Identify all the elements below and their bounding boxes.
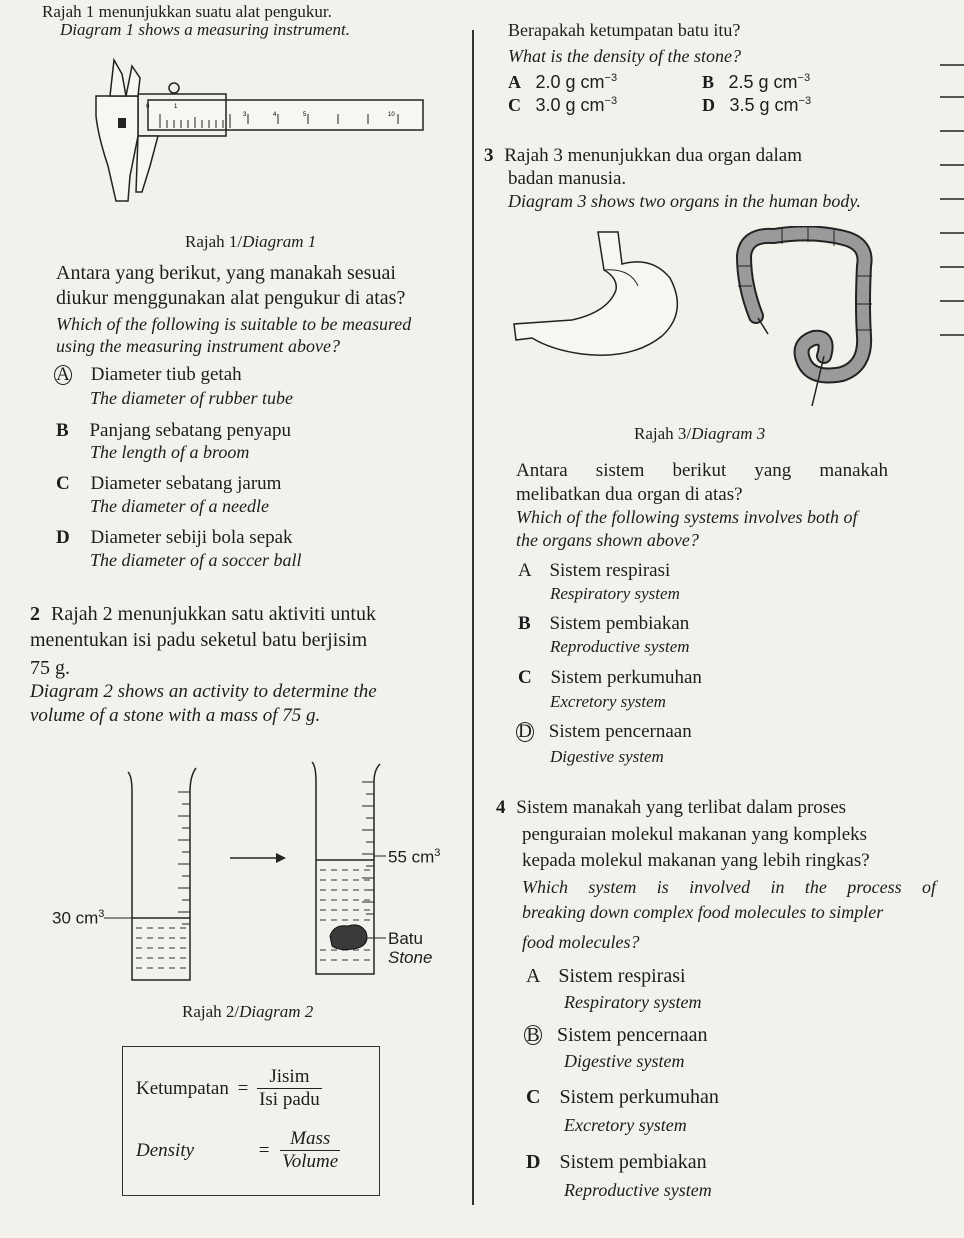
- option-text-ms: Diameter tiub getah: [90, 364, 242, 385]
- formula-numerator: Jisim: [257, 1066, 322, 1089]
- option-letter: D: [56, 527, 70, 548]
- large-intestine-fill: [744, 233, 865, 375]
- q3-number: 3: [484, 145, 494, 166]
- q3-question-en-line1: Which of the following systems involves both of: [516, 507, 858, 527]
- edge-mark: [940, 96, 964, 98]
- option-text-ms: Panjang sebatang penyapu: [89, 420, 291, 441]
- formula-lhs-ms: Ketumpatan: [136, 1077, 229, 1099]
- option-text-ms: Sistem pembiakan: [559, 1151, 707, 1173]
- formula-numerator: Mass: [280, 1128, 340, 1151]
- q2-right-question-en: What is the density of the stone?: [508, 46, 741, 66]
- q4-option-c-en: Excretory system: [564, 1115, 687, 1135]
- caliper-sliding-jaw: [136, 136, 158, 192]
- option-letter: B: [702, 72, 715, 92]
- q1-question-ms-line1: Antara yang berikut, yang manakah sesuai: [56, 262, 396, 284]
- q4-option-a-en: Respiratory system: [564, 992, 702, 1012]
- q1-question-ms-line2: diukur menggunakan alat pengukur di atas?: [56, 287, 406, 309]
- formula-equals: =: [237, 1077, 249, 1099]
- q1-option-a-en: The diameter of rubber tube: [90, 388, 293, 408]
- scale-number: 5: [303, 112, 307, 118]
- q4-option-d-en: Reproductive system: [564, 1180, 712, 1200]
- q3-question-ms-line2: melibatkan dua organ di atas?: [516, 484, 743, 505]
- q2-text-ms-line3: 75 g.: [30, 657, 70, 679]
- formula-fraction-en: [280, 1128, 340, 1173]
- scale-number: 0: [146, 104, 150, 110]
- q3-option-c-en: Excretory system: [550, 692, 666, 711]
- option-letter-circled: B: [524, 1025, 542, 1045]
- option-exponent: −3: [604, 72, 618, 84]
- option-letter: C: [56, 473, 70, 494]
- option-exponent: −3: [797, 72, 811, 84]
- formula-lhs-en: Density: [136, 1139, 195, 1161]
- volume-label: 55 cm: [388, 847, 435, 867]
- q1-option-d-en: The diameter of a soccer ball: [90, 550, 302, 570]
- edge-mark: [940, 130, 964, 132]
- edge-mark: [940, 164, 964, 166]
- option-letter: A: [518, 560, 531, 581]
- formula-denominator: Isi padu: [259, 1089, 320, 1110]
- q1-option-c[interactable]: [56, 473, 281, 495]
- scale-number: 10: [388, 112, 395, 118]
- caliper-fixed-jaw: [96, 96, 138, 201]
- organs-diagram: [512, 226, 892, 412]
- arrow-head-icon: [276, 853, 286, 863]
- caption-ms: Rajah 1/: [185, 232, 243, 251]
- q4-text-ms-line3: kepada molekul makanan yang lebih ringkas?: [522, 850, 870, 871]
- caliper-main-scale: [148, 100, 423, 130]
- q3-text-ms-line2: badan manusia.: [508, 168, 627, 189]
- edge-mark: [940, 266, 964, 268]
- q1-header-ms: Rajah 1 menunjukkan suatu alat pengukur.: [42, 2, 332, 21]
- caliper-inside-jaw: [126, 66, 140, 96]
- option-value: 2.5 g cm: [728, 72, 798, 92]
- scale-number: 1: [174, 104, 178, 110]
- caliper-inside-jaw: [110, 60, 126, 96]
- q3-text-en: Diagram 3 shows two organs in the human body.: [508, 191, 861, 211]
- scale-number: 4: [273, 112, 277, 118]
- option-text-ms: Sistem perkumuhan: [550, 667, 702, 688]
- formula-denominator: Volume: [282, 1151, 339, 1172]
- caption-ms: Rajah 2/: [182, 1002, 240, 1021]
- q2-option-d[interactable]: [702, 95, 811, 116]
- option-text-ms: Sistem respirasi: [549, 560, 671, 581]
- stone-shape: [330, 925, 367, 950]
- caliper-notch: [118, 118, 126, 128]
- q4-text: Sistem manakah yang terlibat dalam proses: [516, 797, 847, 818]
- q3-question-en-line2: the organs shown above?: [516, 530, 699, 550]
- option-text-ms: Sistem pencernaan: [557, 1024, 708, 1046]
- caption-ms: Rajah 3/: [634, 424, 692, 443]
- volume-label: 30 cm: [52, 908, 99, 928]
- q4-option-b-en: Digestive system: [564, 1051, 685, 1071]
- q3-question-ms-line1: Antara sistem berikut yang manakah: [516, 460, 888, 481]
- option-letter-circled: D: [516, 722, 534, 742]
- q2-diagram-caption: [182, 1002, 313, 1022]
- q4-text-en-line3: food molecules?: [522, 932, 640, 952]
- q1-option-c-en: The diameter of a needle: [90, 496, 269, 516]
- option-letter: A: [526, 965, 540, 987]
- q4-option-d[interactable]: [526, 1151, 707, 1174]
- q3-option-d[interactable]: [516, 721, 692, 743]
- q1-option-b-en: The length of a broom: [90, 442, 250, 462]
- option-text-ms: Sistem pembiakan: [549, 613, 690, 634]
- option-text-ms: Sistem respirasi: [558, 965, 686, 987]
- label-30cm3: 30 $cm^3$: [52, 908, 105, 928]
- option-value: 3.0 g cm: [535, 95, 605, 115]
- q2-option-b[interactable]: [702, 72, 810, 93]
- option-letter: A: [508, 72, 521, 92]
- caliper-screw: [169, 83, 179, 93]
- option-text-ms: Sistem pencernaan: [548, 721, 692, 742]
- edge-mark: [940, 300, 964, 302]
- q4-number: 4: [496, 797, 506, 818]
- formula-fraction-ms: [257, 1066, 322, 1111]
- option-letter: D: [526, 1151, 541, 1173]
- option-value: 3.5 g cm: [729, 95, 799, 115]
- option-exponent: −3: [604, 95, 618, 107]
- option-letter: D: [702, 95, 715, 115]
- q4-text-ms-line2: penguraian molekul makanan yang kompleks: [522, 824, 868, 845]
- q3-option-d-en: Digestive system: [550, 747, 664, 766]
- q3-text-ms-line1: [484, 145, 802, 167]
- q2-option-a[interactable]: [508, 72, 617, 93]
- q3-diagram-caption: [634, 424, 765, 444]
- q2-number: 2: [30, 603, 40, 625]
- caption-en: Diagram 3: [691, 424, 766, 443]
- label-batu: Batu: [388, 929, 423, 948]
- q2-text-en-line2: volume of a stone with a mass of 75 g.: [30, 705, 321, 726]
- option-text-ms: Sistem perkumuhan: [559, 1086, 719, 1108]
- option-letter: B: [518, 613, 531, 634]
- q3-option-b[interactable]: [518, 613, 689, 635]
- edge-mark: [940, 334, 964, 336]
- option-text-ms: Diameter sebatang jarum: [90, 473, 282, 494]
- formula-equals: =: [258, 1139, 270, 1161]
- edge-mark: [940, 232, 964, 234]
- q2-text-ms-line1: [30, 603, 376, 626]
- q1-diagram-caption: [185, 232, 316, 252]
- option-letter: C: [508, 95, 521, 115]
- scale-number: 3: [243, 112, 247, 118]
- caption-en: Diagram 1: [242, 232, 317, 251]
- q4-option-b[interactable]: [524, 1024, 708, 1047]
- vernier-caliper-diagram: [88, 56, 448, 206]
- q2-text: Rajah 2 menunjukkan satu aktiviti untuk: [51, 603, 376, 625]
- q2-option-c[interactable]: [508, 95, 617, 116]
- appendix-line: [758, 318, 768, 334]
- q3-option-b-en: Reproductive system: [550, 637, 690, 656]
- q1-option-b[interactable]: [56, 420, 291, 442]
- q1-option-d[interactable]: [56, 527, 293, 549]
- edge-mark: [940, 64, 964, 66]
- option-letter: B: [56, 420, 69, 441]
- q2-text-ms-line2: menentukan isi padu seketul batu berjisim: [30, 629, 368, 651]
- q2-right-question-ms: Berapakah ketumpatan batu itu?: [508, 20, 741, 40]
- q4-text-ms-line1: [496, 797, 846, 819]
- q4-option-a[interactable]: [526, 965, 686, 988]
- q1-question-en-line1: Which of the following is suitable to be measured: [56, 314, 412, 334]
- formula-ms: [136, 1066, 322, 1111]
- q3-option-a-en: Respiratory system: [550, 584, 680, 603]
- formula-en: [136, 1128, 340, 1173]
- q1-option-a[interactable]: [54, 364, 242, 386]
- q1-question-en-line2: using the measuring instrument above?: [56, 336, 340, 356]
- q1-header-en: Diagram 1 shows a measuring instrument.: [60, 20, 350, 39]
- option-letter: C: [526, 1086, 541, 1108]
- stomach-icon: [514, 232, 677, 355]
- q3-option-a[interactable]: [518, 560, 670, 582]
- q4-text-en-line2: breaking down complex food molecules to simpler: [522, 902, 884, 922]
- option-letter: C: [518, 667, 532, 688]
- label-stone: Stone: [388, 948, 433, 967]
- edge-mark: [940, 198, 964, 200]
- label-55cm3: 55 $cm^3$: [388, 847, 441, 867]
- q2-text-en-line1: Diagram 2 shows an activity to determine the: [30, 681, 377, 702]
- option-exponent: −3: [798, 95, 812, 107]
- option-text-ms: Diameter sebiji bola sepak: [90, 527, 293, 548]
- option-value: 2.0 g cm: [535, 72, 605, 92]
- q4-text-en-line1: Which system is involved in the process of: [522, 877, 936, 897]
- option-letter-circled: A: [54, 365, 72, 385]
- caption-en: Diagram 2: [239, 1002, 314, 1021]
- q3-option-c[interactable]: [518, 667, 702, 689]
- q3-text: Rajah 3 menunjukkan dua organ dalam: [504, 145, 803, 166]
- q4-option-c[interactable]: [526, 1086, 719, 1109]
- column-divider: [472, 30, 474, 1205]
